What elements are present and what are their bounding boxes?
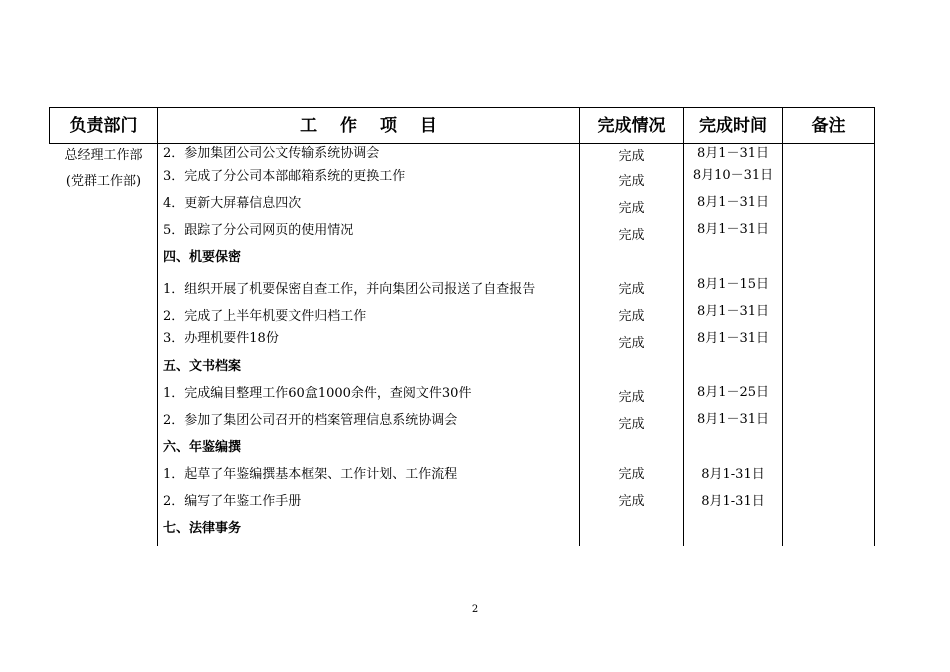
header-bottom-border bbox=[49, 143, 875, 144]
time-cell: 8月1-31日 bbox=[701, 467, 765, 482]
work-item-text: 1．完成编目整理工作60盒1000余件，查阅文件30件 bbox=[163, 386, 472, 401]
work-item-text: 2．参加了集团公司召开的档案管理信息系统协调会 bbox=[163, 413, 458, 428]
status-cell: 完成 bbox=[618, 309, 645, 324]
col-border-1 bbox=[157, 107, 158, 546]
status-cell: 完成 bbox=[618, 149, 645, 164]
work-item-text: 2．参加集团公司公文传输系统协调会 bbox=[163, 146, 380, 161]
time-cell: 8月1－25日 bbox=[696, 385, 770, 400]
status-cell: 完成 bbox=[618, 467, 645, 482]
status-cell: 完成 bbox=[618, 228, 645, 243]
page-number: 2 bbox=[471, 604, 479, 615]
time-cell: 8月1－31日 bbox=[696, 412, 770, 427]
header-status: 完成情况 bbox=[597, 116, 666, 136]
work-item-text: 4．更新大屏幕信息四次 bbox=[163, 196, 302, 211]
work-item-text: 2．编写了年鉴工作手册 bbox=[163, 494, 302, 509]
table-top-border bbox=[49, 107, 875, 108]
header-work-item: 工 作 项 目 bbox=[300, 116, 437, 136]
time-cell: 8月1-31日 bbox=[701, 494, 765, 509]
section-heading: 五、文书档案 bbox=[163, 359, 242, 374]
status-cell: 完成 bbox=[618, 282, 645, 297]
col-border-right bbox=[874, 107, 875, 546]
header-time: 完成时间 bbox=[699, 116, 767, 136]
col-border-4 bbox=[782, 107, 783, 546]
section-heading: 六、年鉴编撰 bbox=[163, 440, 242, 455]
work-item-text: 5．跟踪了分公司网页的使用情况 bbox=[163, 223, 354, 238]
status-cell: 完成 bbox=[618, 174, 645, 189]
work-item-text: 2．完成了上半年机要文件归档工作 bbox=[163, 309, 367, 324]
header-dept: 负责部门 bbox=[69, 116, 138, 136]
time-cell: 8月1－31日 bbox=[696, 195, 770, 210]
status-cell: 完成 bbox=[618, 417, 645, 432]
status-cell: 完成 bbox=[618, 336, 645, 351]
work-item-text: 3．办理机要件18份 bbox=[163, 331, 279, 346]
section-heading: 七、法律事务 bbox=[163, 521, 242, 536]
dept-name: 总经理工作部 bbox=[64, 148, 143, 163]
work-item-text: 1．组织开展了机要保密自查工作，并向集团公司报送了自查报告 bbox=[163, 282, 536, 297]
time-cell: 8月1－31日 bbox=[696, 146, 770, 161]
time-cell: 8月1－31日 bbox=[696, 222, 770, 237]
work-item-text: 1．起草了年鉴编撰基本框架、工作计划、工作流程 bbox=[163, 467, 458, 482]
time-cell: 8月1－31日 bbox=[696, 304, 770, 319]
status-cell: 完成 bbox=[618, 494, 645, 509]
section-heading: 四、机要保密 bbox=[163, 250, 242, 265]
status-cell: 完成 bbox=[618, 201, 645, 216]
dept-name-alt: (党群工作部) bbox=[65, 174, 142, 189]
time-cell: 8月1－31日 bbox=[696, 331, 770, 346]
status-cell: 完成 bbox=[618, 390, 645, 405]
work-item-text: 3．完成了分公司本部邮箱系统的更换工作 bbox=[163, 169, 406, 184]
time-cell: 8月10－31日 bbox=[692, 168, 774, 183]
time-cell: 8月1－15日 bbox=[696, 277, 770, 292]
header-note: 备注 bbox=[811, 116, 846, 136]
